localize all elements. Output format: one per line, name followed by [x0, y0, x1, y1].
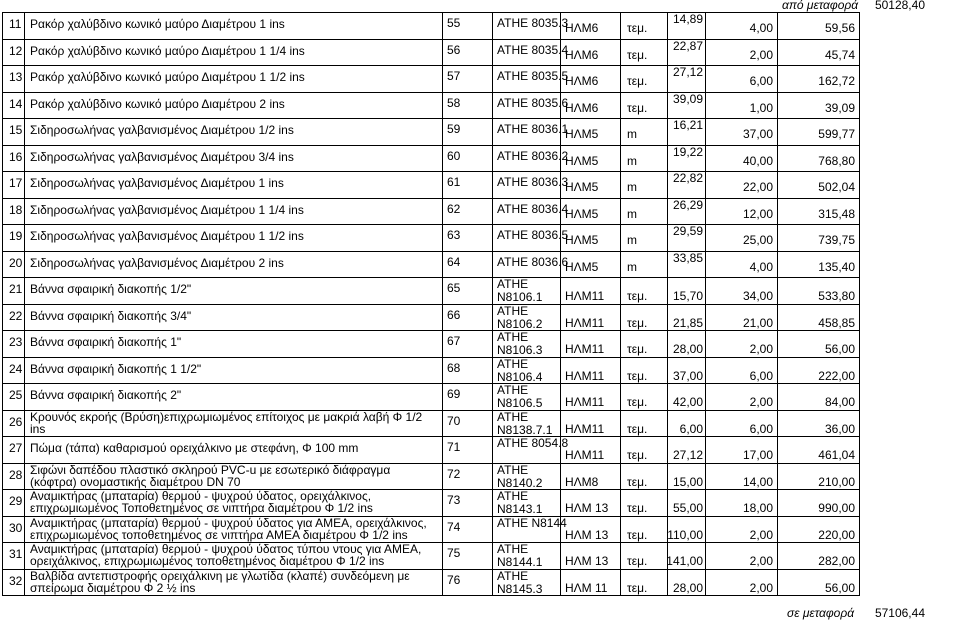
row-number: 30 — [9, 520, 23, 535]
row-quantity: 21,00 — [742, 315, 773, 330]
table-row — [3, 516, 860, 543]
table-row — [3, 384, 860, 411]
row-description: Σιδηροσωλήνας γαλβανισμένος Διαμέτρου 1 1/4 ins — [30, 202, 304, 217]
row-quantity: 6,00 — [749, 74, 773, 88]
row-number: 17 — [9, 176, 23, 190]
row-quantity: 2,00 — [749, 395, 773, 409]
row-number: 24 — [9, 361, 23, 376]
row-quantity: 4,00 — [749, 21, 773, 35]
row-quantity: 6,00 — [749, 368, 773, 383]
row-quantity: 18,00 — [742, 501, 773, 515]
row-unit-price: 15,00 — [672, 474, 703, 489]
row-unit: τεμ. — [627, 289, 648, 303]
row-category: ΗΛΜ6 — [565, 74, 599, 88]
row-category: ΗΛΜ11 — [565, 289, 605, 303]
row-index: 72 — [447, 466, 461, 481]
row-unit: m — [627, 259, 637, 274]
row-number: 16 — [9, 149, 23, 164]
row-index: 74 — [447, 519, 461, 534]
row-description: Αναμικτήρας (μπαταρία) θερμού - ψυχρού ύδατος, ορειχάλκινος, επιχρωμιωμένος Τοποθετημένος σε νιπτήρα διαμέτρου Φ 1/2 ins — [30, 489, 373, 515]
row-index: 75 — [447, 546, 461, 560]
row-index: 65 — [447, 281, 461, 295]
row-category: ΗΛΜ5 — [565, 206, 599, 221]
row-index: 68 — [447, 360, 461, 375]
row-category: ΗΛΜ 13 — [565, 501, 609, 515]
row-unit-price: 39,09 — [672, 91, 703, 106]
table-row — [3, 569, 860, 596]
row-unit: m — [627, 153, 637, 168]
row-quantity: 2,00 — [749, 342, 773, 356]
row-code: ΑΤΗΕ Ν8140.2 — [497, 462, 543, 490]
row-number: 15 — [9, 123, 23, 137]
row-number: 12 — [9, 43, 23, 58]
row-description: Βάννα σφαιρική διακοπής 1" — [30, 335, 182, 349]
row-total: 282,00 — [818, 554, 855, 568]
row-unit: τεμ. — [627, 448, 648, 462]
row-unit: m — [627, 180, 637, 194]
row-description: Πώμα (τάπα) καθαρισμού ορειχάλκινο με στεφάνη, Φ 100 mm — [30, 441, 359, 455]
row-total: 315,48 — [818, 206, 855, 221]
carry-over — [0, 606, 959, 622]
row-category: ΗΛΜ11 — [565, 315, 605, 330]
row-number: 26 — [9, 414, 23, 429]
row-category: ΗΛΜ5 — [565, 180, 599, 194]
row-unit-price: 27,12 — [672, 448, 703, 462]
carry-over-value: 57106,44 — [874, 606, 925, 620]
row-quantity: 6,00 — [749, 421, 773, 436]
table-row — [3, 92, 860, 119]
table-row — [3, 463, 860, 490]
row-description: Βάννα σφαιρική διακοπής 3/4" — [30, 308, 192, 323]
row-quantity: 2,00 — [749, 47, 773, 62]
row-total: 45,74 — [824, 47, 855, 62]
row-number: 14 — [9, 96, 23, 111]
row-unit-price: 55,00 — [672, 501, 703, 515]
row-unit-price: 27,12 — [672, 65, 703, 79]
row-unit-price: 33,85 — [672, 250, 703, 265]
row-total: 210,00 — [818, 474, 855, 489]
row-index: 58 — [447, 95, 461, 110]
carry-over-label: σε μεταφορά — [787, 606, 855, 620]
table-row — [3, 198, 860, 225]
table-row — [3, 437, 860, 464]
row-quantity: 4,00 — [749, 259, 773, 274]
row-description: Σιδηροσωλήνας γαλβανισμένος Διαμέτρου 1 1/2 ins — [30, 229, 304, 243]
row-unit: τεμ. — [627, 554, 648, 568]
carry-forward-value: 50128,40 — [874, 0, 925, 12]
table-row — [3, 225, 860, 252]
row-code: ΑΤΗΕ Ν8144 — [497, 515, 567, 530]
row-unit-price: 26,29 — [672, 197, 703, 212]
row-unit: τεμ. — [627, 501, 648, 515]
row-code: ΑΤΗΕ 8035.5 — [497, 69, 569, 83]
row-number: 32 — [9, 573, 23, 588]
row-unit-price: 37,00 — [672, 368, 703, 383]
row-description: Σιδηροσωλήνας γαλβανισμένος Διαμέτρου 2 ins — [30, 255, 284, 270]
row-code: ΑΤΗΕ Ν8106.5 — [497, 383, 543, 410]
row-quantity: 22,00 — [742, 180, 773, 194]
row-code: ΑΤΗΕ 8036.3 — [497, 175, 569, 189]
row-index: 60 — [447, 148, 461, 163]
row-total: 162,72 — [818, 74, 855, 88]
row-total: 36,00 — [824, 421, 855, 436]
row-index: 56 — [447, 42, 461, 57]
table-row — [3, 357, 860, 384]
table-row — [3, 172, 860, 199]
row-number: 18 — [9, 202, 23, 217]
row-description: Σιφώνι δαπέδου πλαστικό σκληρού PVC-u με εσωτερικό διάφραγμα (κόφτρα) ονομαστικής διαμέτρου DN 70 — [30, 462, 391, 489]
row-unit: τεμ. — [627, 100, 648, 115]
row-description: Βάννα σφαιρική διακοπής 2" — [30, 388, 182, 402]
row-number: 21 — [9, 282, 23, 296]
row-number: 28 — [9, 467, 23, 482]
table-row — [3, 331, 860, 358]
row-number: 19 — [9, 229, 23, 243]
row-unit: τεμ. — [627, 580, 648, 595]
row-code: ΑΤΗΕ Ν8106.2 — [497, 303, 543, 331]
row-unit: m — [627, 233, 637, 247]
row-code: ΑΤΗΕ Ν8145.3 — [497, 568, 543, 596]
row-code: ΑΤΗΕ Ν8143.1 — [497, 489, 543, 516]
row-unit-price: 28,00 — [672, 580, 703, 595]
row-category: ΗΛΜ6 — [565, 21, 599, 35]
row-index: 76 — [447, 572, 461, 587]
row-description: Ρακόρ χαλύβδινο κωνικό μαύρο Διαμέτρου 1 1/4 ins — [30, 43, 305, 58]
row-code: ΑΤΗΕ Ν8106.1 — [497, 277, 543, 304]
row-unit-price: 6,00 — [679, 421, 703, 436]
row-description: Κρουνός εκροής (Βρύση)επιχρωμιωμένος επίτοιχος με μακριά λαβή Φ 1/2 ins — [30, 409, 423, 436]
row-unit-price: 141,00 — [666, 554, 703, 568]
row-code: ΑΤΗΕ 8035.3 — [497, 16, 569, 30]
row-description: Αναμικτήρας (μπαταρία) θερμού - ψυχρού ύδατος για ΑΜΕΑ, ορειχάλκινος, επιχρωμιωμένος τοποθετημένος σε νιπτήρα ΑΜΕΑ διαμέτρου Φ 1/2 ins — [30, 515, 427, 542]
row-total: 458,85 — [818, 315, 855, 330]
table-row — [3, 13, 860, 40]
row-unit-price: 28,00 — [672, 342, 703, 356]
row-code: ΑΤΗΕ Ν8106.4 — [497, 356, 543, 384]
row-index: 62 — [447, 201, 461, 216]
row-category: ΗΛΜ11 — [565, 368, 605, 383]
row-total: 56,00 — [824, 580, 855, 595]
row-number: 25 — [9, 388, 23, 402]
row-unit-price: 16,21 — [672, 118, 703, 132]
table-row — [3, 251, 860, 278]
row-number: 29 — [9, 494, 23, 508]
row-number: 31 — [9, 547, 23, 561]
row-total: 135,40 — [818, 259, 855, 274]
row-number: 11 — [9, 17, 22, 31]
row-category: ΗΛΜ8 — [565, 474, 599, 489]
row-quantity: 12,00 — [742, 206, 773, 221]
row-number: 27 — [9, 441, 23, 455]
row-category: ΗΛΜ11 — [565, 421, 605, 436]
row-code: ΑΤΗΕ Ν8144.1 — [497, 542, 543, 569]
row-code: ΑΤΗΕ 8036.4 — [497, 201, 569, 216]
table-row — [3, 66, 860, 93]
row-total: 533,80 — [818, 289, 855, 303]
row-unit-price: 19,22 — [672, 144, 703, 159]
row-unit-price: 29,59 — [672, 224, 703, 238]
row-category: ΗΛΜ5 — [565, 127, 599, 141]
row-description: Βαλβίδα αντεπιστροφής ορειχάλκινη με γλωτίδα (κλαπέ) συνδεόμενη με σπείρωμα διαμέτρου Φ 2 ½ ins — [30, 568, 410, 595]
row-code: ΑΤΗΕ 8035.6 — [497, 95, 569, 110]
row-quantity: 2,00 — [749, 580, 773, 595]
row-total: 56,00 — [824, 342, 855, 356]
row-unit: τεμ. — [627, 74, 648, 88]
carry-forward — [0, 0, 959, 12]
row-total: 502,04 — [818, 180, 855, 194]
row-unit: τεμ. — [627, 474, 648, 489]
row-quantity: 1,00 — [749, 100, 773, 115]
row-category: ΗΛΜ11 — [565, 395, 605, 409]
row-unit: τεμ. — [627, 342, 648, 356]
carry-forward-label: από μεταφορά — [782, 0, 859, 12]
table-row — [3, 119, 860, 146]
row-category: ΗΛΜ 13 — [565, 527, 609, 542]
row-total: 990,00 — [818, 501, 855, 515]
row-category: ΗΛΜ5 — [565, 259, 599, 274]
row-description: Βάννα σφαιρική διακοπής 1/2" — [30, 282, 192, 296]
row-index: 73 — [447, 493, 461, 507]
row-total: 739,75 — [818, 233, 855, 247]
row-index: 66 — [447, 307, 461, 322]
row-index: 64 — [447, 254, 461, 269]
row-unit-price: 110,00 — [667, 527, 703, 542]
row-total: 59,56 — [824, 21, 855, 35]
table-row — [3, 304, 860, 331]
row-unit-price: 42,00 — [672, 395, 703, 409]
row-category: ΗΛΜ6 — [565, 100, 599, 115]
row-code: ΑΤΗΕ 8036.5 — [497, 228, 569, 242]
row-index: 57 — [447, 69, 461, 83]
row-unit: m — [627, 127, 637, 141]
row-quantity: 25,00 — [742, 233, 773, 247]
row-category: ΗΛΜ11 — [565, 342, 605, 356]
row-index: 59 — [447, 122, 461, 136]
table-row — [3, 278, 860, 305]
row-unit: τεμ. — [627, 21, 648, 35]
table-row — [3, 490, 860, 517]
row-description: Ρακόρ χαλύβδινο κωνικό μαύρο Διαμέτρου 1 ins — [30, 17, 285, 31]
row-description: Σιδηροσωλήνας γαλβανισμένος Διαμέτρου 3/4 ins — [30, 149, 294, 164]
row-quantity: 2,00 — [749, 554, 773, 568]
row-quantity: 37,00 — [742, 127, 773, 141]
row-unit-price: 15,70 — [672, 289, 703, 303]
row-category: ΗΛΜ 11 — [565, 580, 608, 595]
row-category: ΗΛΜ6 — [565, 47, 599, 62]
row-number: 22 — [9, 308, 23, 323]
table-row — [3, 145, 860, 172]
row-unit-price: 14,89 — [672, 12, 703, 26]
row-quantity: 17,00 — [742, 448, 773, 462]
row-index: 63 — [447, 228, 461, 242]
row-number: 20 — [9, 255, 23, 270]
row-unit: m — [627, 206, 637, 221]
row-code: ΑΤΗΕ Ν8106.3 — [497, 330, 543, 357]
row-unit: τεμ. — [627, 315, 648, 330]
row-code: ΑΤΗΕ 8035.4 — [497, 42, 569, 57]
row-unit-price: 22,87 — [672, 38, 703, 53]
items-table — [2, 12, 860, 596]
row-code: ΑΤΗΕ Ν8138.7.1 — [497, 409, 553, 437]
row-number: 13 — [9, 70, 23, 84]
row-unit-price: 22,82 — [672, 171, 703, 185]
row-total: 39,09 — [824, 100, 855, 115]
row-unit-price: 21,85 — [672, 315, 703, 330]
row-number: 23 — [9, 335, 23, 349]
row-description: Σιδηροσωλήνας γαλβανισμένος Διαμέτρου 1/2 ins — [30, 123, 294, 137]
row-quantity: 14,00 — [742, 474, 773, 489]
row-unit: τεμ. — [627, 368, 648, 383]
row-unit: τεμ. — [627, 47, 648, 62]
row-index: 70 — [447, 413, 461, 428]
row-total: 599,77 — [818, 127, 855, 141]
row-code: ΑΤΗΕ 8054.8 — [497, 436, 569, 450]
row-unit: τεμ. — [627, 395, 648, 409]
row-index: 71 — [447, 440, 461, 454]
row-index: 67 — [447, 334, 461, 348]
row-total: 768,80 — [818, 153, 855, 168]
row-category: ΗΛΜ5 — [565, 233, 599, 247]
row-quantity: 2,00 — [749, 527, 773, 542]
row-category: ΗΛΜ11 — [565, 448, 605, 462]
table-row — [3, 410, 860, 437]
row-index: 61 — [447, 175, 461, 189]
row-unit: τεμ. — [627, 421, 648, 436]
row-code: ΑΤΗΕ 8036.2 — [497, 148, 569, 163]
table-row — [3, 543, 860, 570]
row-quantity: 34,00 — [742, 289, 773, 303]
row-description: Αναμικτήρας (μπαταρία) θερμού - ψυχρού ύδατος τύπου ντους για ΑΜΕΑ, ορειχάλκινος, επιχρωμιωμένος τοποθετημένος διαμέτρου Φ 1/2 ins — [30, 542, 422, 568]
row-code: ΑΤΗΕ 8036.6 — [497, 254, 569, 269]
row-index: 69 — [447, 387, 461, 401]
row-category: ΗΛΜ5 — [565, 153, 599, 168]
row-description: Ρακόρ χαλύβδινο κωνικό μαύρο Διαμέτρου 2 ins — [30, 96, 285, 111]
row-total: 222,00 — [818, 368, 855, 383]
row-description: Ρακόρ χαλύβδινο κωνικό μαύρο Διαμέτρου 1 1/2 ins — [30, 70, 305, 84]
row-total: 461,04 — [818, 448, 855, 462]
row-description: Βάννα σφαιρική διακοπής 1 1/2" — [30, 361, 202, 376]
row-index: 55 — [447, 16, 461, 30]
row-code: ΑΤΗΕ 8036.1 — [497, 122, 569, 136]
row-total: 220,00 — [818, 527, 855, 542]
table-row — [3, 39, 860, 66]
row-unit: τεμ. — [627, 527, 648, 542]
row-category: ΗΛΜ 13 — [565, 554, 609, 568]
row-total: 84,00 — [824, 395, 855, 409]
row-description: Σιδηροσωλήνας γαλβανισμένος Διαμέτρου 1 ins — [30, 176, 284, 190]
row-quantity: 40,00 — [742, 153, 773, 168]
